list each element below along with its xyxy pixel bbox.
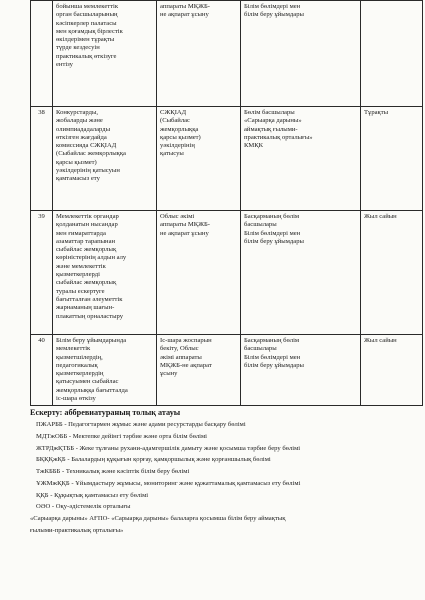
event-line: қамтамасыз ету: [56, 175, 100, 183]
event-line: қызметкерлерді: [56, 271, 100, 279]
executor-cell: [241, 107, 361, 211]
event-line: жарнаманың шағын-: [56, 304, 115, 312]
responsible-line: не ақпарат ұсыну: [160, 11, 209, 19]
executor-line: Білім бөлімдері мен: [244, 3, 301, 10]
executor-line: басшылары: [244, 221, 277, 229]
executor-line: Білім бөлімдері мен: [244, 353, 301, 361]
responsible-line: қарсы қызмет): [160, 133, 201, 141]
event-line: (Сыбайлас жемқорлыққа: [56, 150, 126, 158]
responsible-line: әкімі аппараты: [160, 353, 202, 361]
responsible-line: ұсыну: [160, 370, 178, 378]
abbreviation-notes: [30, 408, 420, 539]
row-number: [31, 1, 53, 107]
abbreviation-item: МДТжОББ - Мектепке дейінгі тәрбие және орта білім бөлімі: [36, 432, 207, 440]
event-line: сыбайлас жемқорлық: [56, 279, 117, 287]
event-line: және мемлекеттік: [56, 262, 106, 270]
deadline-cell: Жыл сайын: [361, 335, 423, 406]
executor-line: білім беру ұйымдары: [244, 11, 304, 19]
event-line: туралы ескертуге: [56, 287, 105, 295]
event-line: түрде кездесуін: [56, 44, 100, 52]
event-cell: [53, 211, 157, 335]
event-line: кәсіпкерлер палатасы: [56, 19, 117, 27]
responsible-line: аппараты МҚЖБ-: [160, 221, 210, 229]
event-line: өткізген жағдайда: [56, 133, 107, 141]
responsible-cell: [157, 211, 241, 335]
table-row: [31, 335, 423, 406]
event-line: Білім беру ұйымдарында: [56, 337, 127, 344]
table-row: [31, 1, 423, 107]
responsible-cell: [157, 335, 241, 406]
event-line: азаматтар тарапынан: [56, 237, 116, 245]
abbreviation-item: ОӘО - Оқу-әдістемелік орталығы: [36, 503, 131, 511]
row-number: 40: [31, 335, 53, 406]
abbreviation-item: ғылыми-практикалық орталығы»: [30, 527, 124, 535]
event-line: іс-шара өткізу: [56, 395, 96, 403]
executor-line: «Сарыарқа дарыны»: [244, 117, 302, 125]
event-line: педагогикалық: [56, 361, 98, 369]
abbreviation-item: ТжКБББ - Техникалық және кәсіптік білім беру бөлімі: [36, 468, 190, 476]
event-line: өкілдерімен тұрақты: [56, 36, 115, 44]
event-line: ентізу: [56, 61, 73, 69]
responsible-line: Облыс әкімі: [160, 213, 195, 220]
row-number: 39: [31, 211, 53, 335]
responsible-line: жемқорлыққа: [160, 125, 199, 133]
notes-title: Ескерту: аббревиатураның толық атауы: [30, 408, 181, 417]
executor-line: білім беру ұйымдары: [244, 361, 304, 369]
responsible-line: қатысуы: [160, 150, 184, 158]
abbreviation-item: ҚҚБ - Құқықтық қамтамасыз ету бөлімі: [36, 491, 149, 499]
responsible-line: не ақпарат ұсыну: [160, 229, 209, 237]
responsible-line: Іс-шара жоспарын: [160, 337, 212, 344]
responsible-cell: [157, 1, 241, 107]
responsible-line: МҚЖБ-не ақпарат: [160, 361, 212, 369]
event-cell: [53, 335, 157, 406]
executor-line: Бөлім басшылары: [244, 109, 295, 116]
executor-cell: [241, 211, 361, 335]
event-line: мен қоғамдық бірлестік: [56, 27, 123, 35]
event-line: орган басшыларының: [56, 11, 118, 19]
event-line: қарсы қызмет): [56, 158, 97, 166]
deadline-cell: Тұрақты: [361, 107, 423, 211]
event-line: сыбайлас жемқорлық: [56, 246, 117, 254]
responsible-line: СЖҚІАД: [160, 109, 187, 116]
event-line: плакаттың орналастыру: [56, 312, 124, 320]
event-line: Мемлекеттік органдар: [56, 213, 119, 220]
event-line: комиссияда СЖҚІАД: [56, 142, 117, 150]
event-line: жемқорлыққа бағытталда: [56, 386, 128, 394]
abbreviation-item: ҰЖМжҚҚБ - Ұйымдастыру жұмысы, мониторинг және құжаттамалық қамтамасыз ету бөлімі: [36, 479, 301, 487]
executor-cell: [241, 335, 361, 406]
executor-line: практикалық орталығы»: [244, 133, 313, 141]
executor-line: білім беру ұйымдары: [244, 237, 304, 245]
table-row: [31, 107, 423, 211]
responsible-line: (Сыбайлас: [160, 117, 190, 125]
event-line: мемлекеттік: [56, 345, 91, 353]
executor-line: аймақтық ғылыми-: [244, 125, 298, 133]
responsible-cell: [157, 107, 241, 211]
event-line: қолданатын нысандар: [56, 221, 118, 229]
executor-line: КМҚК: [244, 142, 264, 150]
abbreviation-item: ЖТРДжҚТББ - Жеке тұлғаны рухани-адамгершілік дамыту және қосымша тәрбие беру бөлімі: [36, 444, 301, 452]
executor-cell: [241, 1, 361, 107]
event-line: практикалық өткізуге: [56, 52, 117, 60]
abbreviation-item: ПЖАРББ - Педагогтармен жұмыс және адами ресурстарды басқару бөлімі: [36, 421, 246, 428]
abbreviation-item: «Сарыарқа дарыны» АҒПО- «Сарыарқа дарыны» балаларға қосымша білім беру аймақтық: [30, 515, 286, 523]
event-line: мен ғимараттарда: [56, 229, 106, 237]
event-cell: [53, 107, 157, 211]
deadline-cell: [361, 1, 423, 107]
deadline-cell: Жыл сайын: [361, 211, 423, 335]
event-line: олимпиададаларды: [56, 125, 111, 133]
executor-line: басшылары: [244, 345, 277, 353]
row-number: 38: [31, 107, 53, 211]
executor-line: Басқарманың бөлім: [244, 213, 300, 220]
event-line: көріністерінің алдын алу: [56, 254, 127, 262]
event-line: жобаларды және: [56, 117, 103, 125]
event-line: қызметшілердің,: [56, 353, 103, 361]
event-line: Конкурстарды,: [56, 109, 99, 116]
event-cell: [53, 1, 157, 107]
responsible-line: аппараты МҚЖБ-: [160, 3, 210, 10]
responsible-line: уәкілдерінің: [160, 142, 195, 150]
executor-line: Басқарманың бөлім: [244, 337, 300, 344]
event-line: бойынша мемлекеттік: [56, 3, 119, 10]
responsible-line: бекіту, Облыс: [160, 345, 199, 353]
event-line: қызметкерлердің: [56, 370, 104, 378]
event-line: қатысуымен сыбайлас: [56, 378, 119, 386]
executor-line: Білім бөлімдері мен: [244, 229, 301, 237]
action-plan-table: [30, 0, 423, 406]
event-line: бағытталған әлеуметтік: [56, 295, 123, 303]
event-line: уәкілдерінің қатысуын: [56, 167, 120, 175]
abbreviation-item: БҚҚҚжҚБ - Балалардың құқығын қорғау, қамқоршылық және қорғаншылық бөлімі: [36, 456, 271, 464]
table-row: [31, 211, 423, 335]
